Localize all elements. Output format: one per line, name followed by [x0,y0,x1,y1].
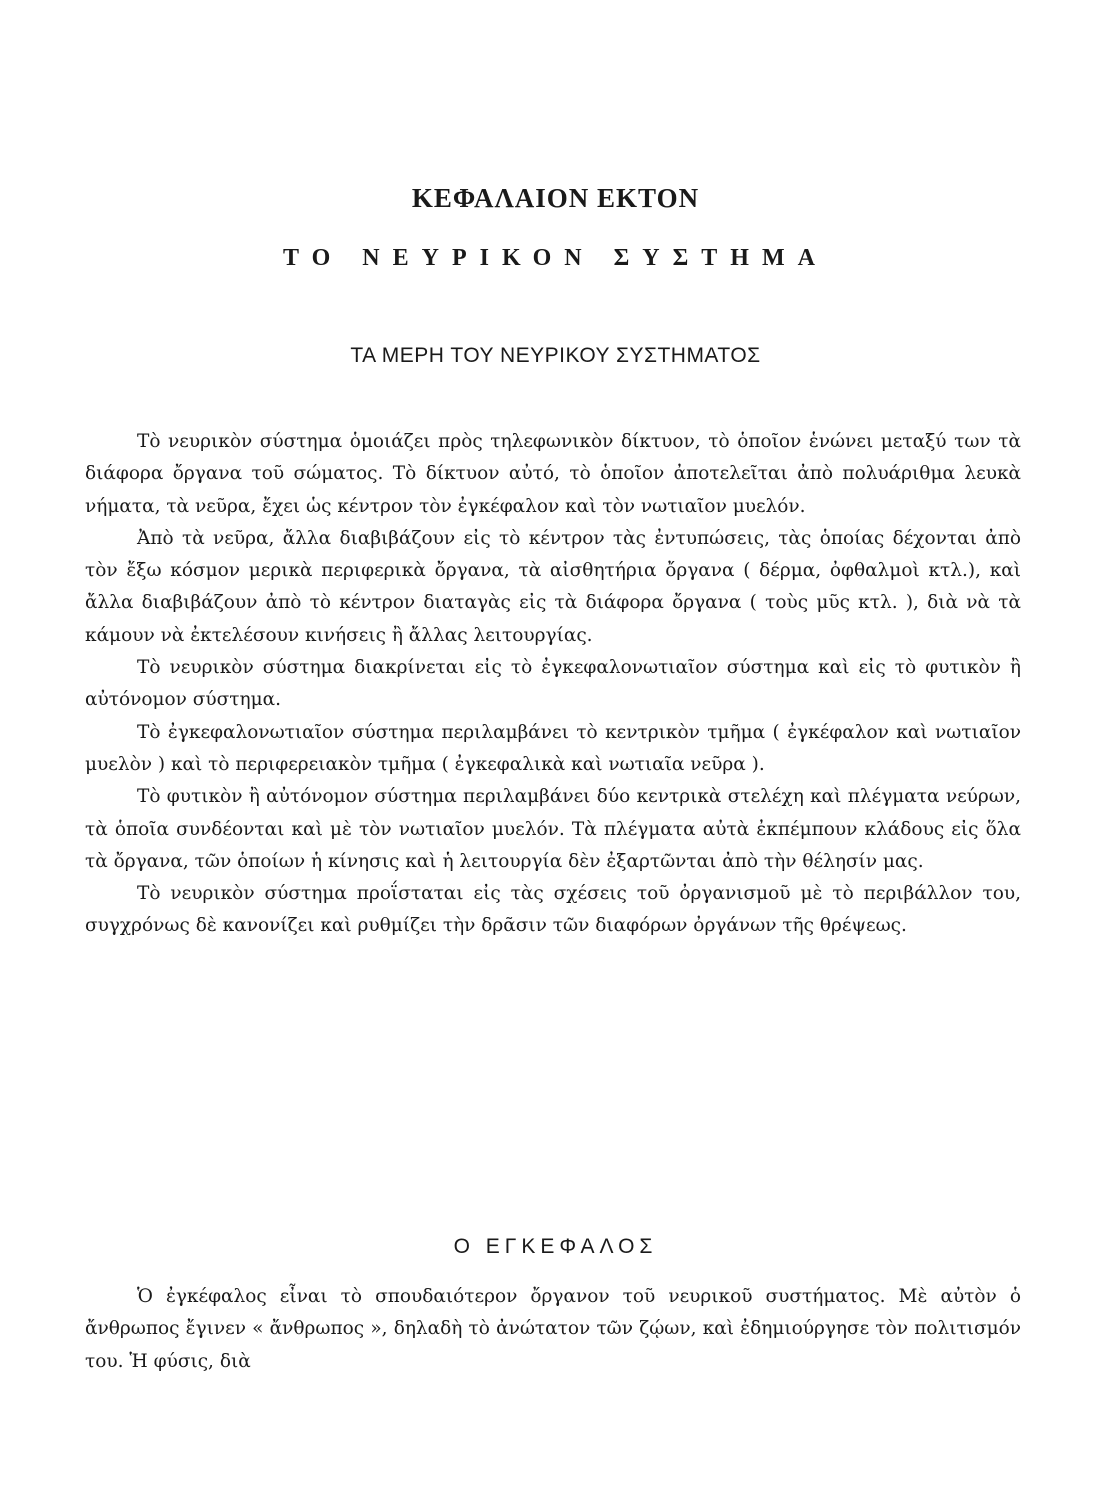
section-body-parts [85,426,1021,943]
paragraph: Ἀπὸ τὰ νεῦρα, ἄλλα διαβιβάζουν εἰς τὸ κέντρον τὰς ἐντυπώσεις, τὰς ὁποίας δέχονται ἀπὸ τὸν ἔξω κόσμον μερικὰ περιφερικὰ ὄργανα, τὰ αἰσθητήρια ὄργανα ( δέρμα, ὀφθαλμοὶ κτλ.), καὶ ἄλλα διαβιβάζουν ἀπὸ τὸ κέντρον διαταγὰς εἰς τὰ διάφορα ὄργανα ( τοὺς μῦς κτλ. ), διὰ νὰ τὰ κάμουν νὰ ἐκτελέσουν κινήσεις ἢ ἄλλας λειτουργίας. [85,527,1021,646]
paragraph: Τὸ νευρικὸν σύστημα διακρίνεται εἰς τὸ ἐγκεφαλονωτιαῖον σύστημα καὶ εἰς τὸ φυτικὸν ἢ αὐτόνομον σύστημα. [85,657,1021,711]
paragraph: Τὸ νευρικὸν σύστημα ὁμοιάζει πρὸς τηλεφωνικὸν δίκτυον, τὸ ὁποῖον ἑνώνει μεταξύ των τὰ διάφορα ὄργανα τοῦ σώματος. Τὸ δίκτυον αὐτό, τὸ ὁποῖον ἀποτελεῖται ἀπὸ πολυάριθμα λευκὰ νήματα, τὰ νεῦρα, ἔχει ὡς κέντρον τὸν ἐγκέφαλον καὶ τὸν νωτιαῖον μυελόν. [85,431,1021,517]
paragraph: Τὸ φυτικὸν ἢ αὐτόνομον σύστημα περιλαμβάνει δύο κεντρικὰ στελέχη καὶ πλέγματα νεύρων, τὰ ὁποῖα συνδέονται καὶ μὲ τὸν νωτιαῖον μυελόν. Τὰ πλέγματα αὐτὰ ἐκπέμπουν κλάδους εἰς ὅλα τὰ ὄργανα, τῶν ὁποίων ἡ κίνησις καὶ ἡ λειτουργία δὲν ἐξαρτῶνται ἀπὸ τὴν θέλησίν μας. [85,786,1021,872]
section-body-brain [85,1281,1021,1378]
paragraph: Ὁ ἐγκέφαλος εἶναι τὸ σπουδαιότερον ὄργανον τοῦ νευρικοῦ συστήματος. Μὲ αὐτὸν ὁ ἄνθρωπος ἔγινεν « ἄνθρωπος », δηλαδὴ τὸ ἀνώτατον τῶν ζῴων, καὶ ἐδημιούργησε τὸν πολιτισμόν του. Ἡ φύσις, διὰ [85,1286,1021,1372]
section-heading-parts: ΤΑ ΜΕΡΗ ΤΟΥ ΝΕΥΡΙΚΟΥ ΣΥΣΤΗΜΑΤΟΣ [350,344,761,367]
section-heading-brain: Ο ΕΓΚΕΦΑΛΟΣ [453,1235,658,1258]
paragraph: Τὸ νευρικὸν σύστημα προΐσταται εἰς τὰς σχέσεις τοῦ ὀργανισμοῦ μὲ τὸ περιβάλλον του, συγχρόνως δὲ κανονίζει καὶ ρυθμίζει τὴν δρᾶσιν τῶν διαφόρων ὀργάνων τῆς θρέψεως. [85,883,1021,937]
chapter-title: ΚΕΦΑΛΑΙΟΝ ΕΚΤΟΝ [411,183,700,213]
paragraph: Τὸ ἐγκεφαλονωτιαῖον σύστημα περιλαμβάνει τὸ κεντρικὸν τμῆμα ( ἐγκέφαλον καὶ νωτιαῖον μυελὸν ) καὶ τὸ περιφερειακὸν τμῆμα ( ἐγκεφαλικὰ καὶ νωτιαῖα νεῦρα ). [85,721,1021,775]
chapter-subtitle: ΤΟ ΝΕΥΡΙΚΟΝ ΣΥΣΤΗΜΑ [283,245,828,271]
